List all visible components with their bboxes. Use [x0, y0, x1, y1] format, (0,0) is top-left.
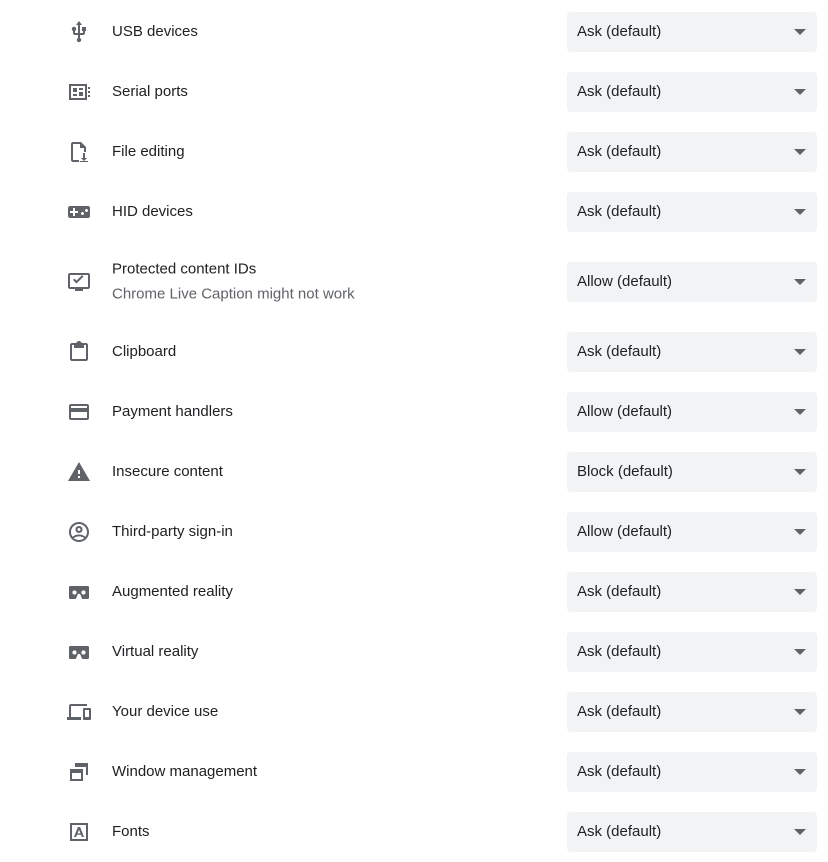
permission-dropdown[interactable] — [567, 132, 817, 172]
setting-row-virtual-reality — [0, 622, 828, 682]
dropdown-value: Ask (default) — [577, 203, 662, 220]
dropdown-arrow-icon — [794, 529, 806, 535]
dropdown-arrow-icon — [794, 649, 806, 655]
dropdown-value: Ask (default) — [577, 823, 662, 840]
setting-label: HID devices — [112, 203, 193, 220]
setting-label: Protected content IDs — [112, 260, 257, 278]
permission-dropdown[interactable] — [567, 192, 817, 232]
monitor-check-icon — [67, 270, 91, 294]
dropdown-arrow-icon — [794, 89, 806, 95]
devices-icon — [67, 700, 91, 724]
setting-row-file-editing — [0, 122, 828, 182]
setting-row-window-management — [0, 742, 828, 802]
ar-headset-icon — [67, 580, 91, 604]
setting-label: Third-party sign-in — [112, 523, 233, 540]
setting-label: Fonts — [112, 823, 150, 840]
setting-row-usb-devices — [0, 2, 828, 62]
dropdown-arrow-icon — [794, 709, 806, 715]
permission-dropdown[interactable] — [567, 692, 817, 732]
setting-row-hid-devices — [0, 182, 828, 242]
setting-label: Window management — [112, 763, 258, 780]
setting-row-clipboard — [0, 322, 828, 382]
gamepad-icon — [67, 200, 91, 224]
setting-label: Augmented reality — [112, 583, 233, 600]
warning-icon — [67, 460, 91, 484]
permission-dropdown[interactable] — [567, 452, 817, 492]
dropdown-value: Ask (default) — [577, 763, 662, 780]
setting-label: Payment handlers — [112, 403, 233, 420]
setting-sublabel: Chrome Live Caption might not work — [112, 285, 355, 303]
dropdown-arrow-icon — [794, 349, 806, 355]
permission-dropdown[interactable] — [567, 72, 817, 112]
font-icon — [67, 820, 91, 844]
account-circle-icon — [67, 520, 91, 544]
permission-dropdown[interactable] — [567, 392, 817, 432]
setting-row-protected-content-ids — [0, 242, 828, 322]
setting-row-augmented-reality — [0, 562, 828, 622]
permission-dropdown[interactable] — [567, 752, 817, 792]
permission-dropdown[interactable] — [567, 332, 817, 372]
clipboard-icon — [67, 340, 91, 364]
dropdown-arrow-icon — [794, 469, 806, 475]
dropdown-value: Ask (default) — [577, 83, 662, 100]
dropdown-arrow-icon — [794, 149, 806, 155]
dropdown-arrow-icon — [794, 209, 806, 215]
setting-row-third-party-sign-in — [0, 502, 828, 562]
permission-dropdown[interactable] — [567, 262, 817, 302]
setting-label: Serial ports — [112, 83, 188, 100]
setting-row-serial-ports — [0, 62, 828, 122]
file-save-icon — [67, 140, 91, 164]
dropdown-arrow-icon — [794, 409, 806, 415]
setting-label: Clipboard — [112, 343, 177, 360]
permission-dropdown[interactable] — [567, 632, 817, 672]
usb-icon — [67, 20, 91, 44]
credit-card-icon — [67, 400, 91, 424]
setting-label: Your device use — [112, 703, 219, 720]
setting-row-payment-handlers — [0, 382, 828, 442]
dropdown-value: Ask (default) — [577, 643, 662, 660]
dropdown-value: Allow (default) — [577, 273, 673, 290]
setting-row-fonts — [0, 802, 828, 862]
setting-label: Virtual reality — [112, 643, 199, 660]
permission-dropdown[interactable] — [567, 12, 817, 52]
dropdown-arrow-icon — [794, 829, 806, 835]
permission-dropdown[interactable] — [567, 512, 817, 552]
dropdown-arrow-icon — [794, 589, 806, 595]
setting-row-insecure-content — [0, 442, 828, 502]
setting-label: File editing — [112, 143, 185, 160]
dropdown-value: Ask (default) — [577, 583, 662, 600]
setting-label: Insecure content — [112, 463, 223, 480]
dropdown-value: Ask (default) — [577, 703, 662, 720]
permission-dropdown[interactable] — [567, 812, 817, 852]
serial-port-icon — [67, 80, 91, 104]
dropdown-value: Ask (default) — [577, 23, 662, 40]
dropdown-arrow-icon — [794, 29, 806, 35]
setting-row-your-device-use — [0, 682, 828, 742]
window-stack-icon — [67, 760, 91, 784]
dropdown-value: Allow (default) — [577, 403, 673, 420]
permission-dropdown[interactable] — [567, 572, 817, 612]
dropdown-value: Ask (default) — [577, 343, 662, 360]
setting-label: USB devices — [112, 23, 198, 40]
dropdown-value: Allow (default) — [577, 523, 673, 540]
dropdown-arrow-icon — [794, 279, 806, 285]
dropdown-arrow-icon — [794, 769, 806, 775]
dropdown-value: Block (default) — [577, 463, 673, 480]
dropdown-value: Ask (default) — [577, 143, 662, 160]
vr-headset-icon — [67, 640, 91, 664]
